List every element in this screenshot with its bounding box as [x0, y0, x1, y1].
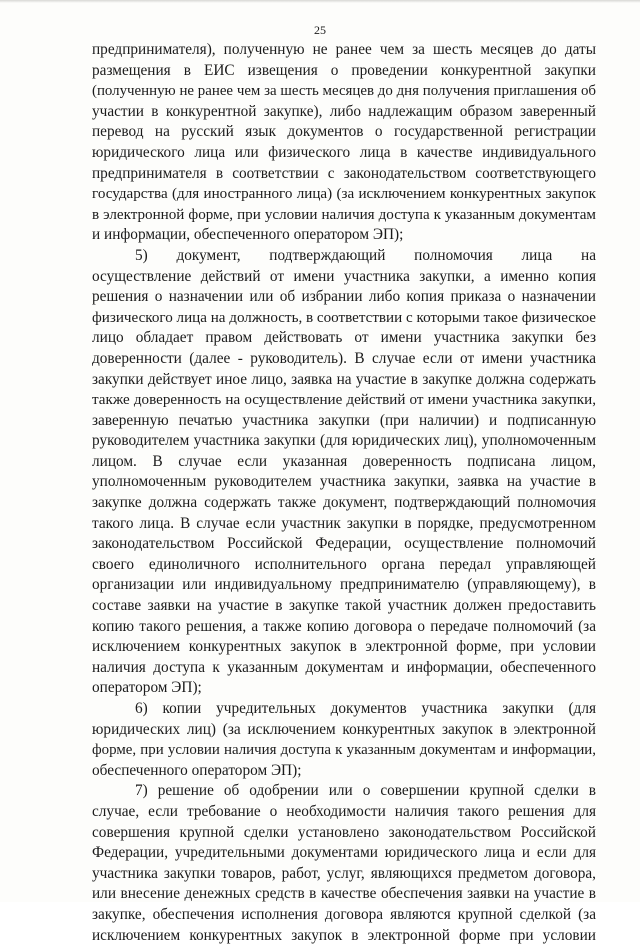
text-line: доверенности (далее - руководитель). В случае если от имени участника	[92, 349, 596, 367]
text-line: наличия доступа к указанным документам и информации, обеспеченного	[92, 658, 596, 676]
text-line: перевод на русский язык документов о государственной регистрации	[92, 123, 596, 141]
text-line: составе заявки на участие в закупке такой участник должен предоставить	[92, 597, 596, 615]
text-line: законодательством Российской Федерации, осуществление полномочий	[92, 535, 596, 553]
text-line: 6) копии учредительных документов участника закупки (для	[135, 700, 596, 717]
text-line: и информации, обеспеченного оператором ЭП);	[92, 226, 404, 244]
text-line: предпринимателя), полученную не ранее чем за шесть месяцев до даты	[92, 41, 596, 58]
text-line: решения о назначении или об избрании либо копия приказа о назначении	[92, 288, 596, 306]
text-line: оператором ЭП);	[92, 679, 202, 697]
text-line: юридических лиц) (за исключением конкурентных закупок в электронной	[92, 720, 596, 738]
text-line: в электронной форме, при условии наличия доступа к указанным документам	[92, 206, 596, 223]
text-line: размещения в ЕИС извещения о проведении конкурентной закупки	[92, 61, 596, 79]
text-line: физического лица на должность, в соответствии с которыми такое физическое	[92, 309, 596, 326]
text-line: закупки действует иное лицо, заявка на участие в закупке должна содержать	[92, 370, 596, 388]
text-line: лицом. В случае если указанная доверенность подписана лицом,	[92, 452, 596, 470]
text-line: копию такого решения, а также копию договора о передаче полномочий (за	[92, 617, 596, 635]
text-line: заверенную печатью участника закупки (при наличии) и подписанную	[92, 411, 596, 429]
text-line: (полученную не ранее чем за шесть месяцев до дня получения приглашения об	[92, 83, 596, 100]
text-line: участии в конкурентной закупке), либо надлежащим образом заверенный	[92, 102, 596, 120]
text-line: 5) документ, подтверждающий полномочия лица на	[135, 246, 596, 264]
text-line: также доверенность на осуществление действий от имени участника закупки,	[92, 392, 596, 409]
text-line: своего единоличного исполнительного органа передал управляющей	[92, 555, 596, 573]
text-line: руководителем участника закупки (для юридических лиц), уполномоченным	[92, 432, 596, 450]
text-line: закупке должна содержать также документ, подтверждающий полномочия	[92, 494, 596, 512]
text-line: уполномоченным руководителем участника закупки, заявка на участие в	[92, 473, 596, 491]
text-line: такого лица. В случае если участник закупки в порядке, предусмотренном	[92, 514, 596, 532]
text-line: форме, при условии наличия доступа к указанным документам и информации,	[92, 742, 596, 759]
text-line: закупке, обеспечения исполнения договора являются крупной сделкой (за	[92, 905, 596, 923]
text-line: государства (для иностранного лица) (за исключением конкурентных закупок	[92, 186, 596, 203]
scan-edge-shadow	[0, 0, 640, 3]
text-line: юридического лица или физического лица в качестве индивидуального	[92, 143, 596, 161]
text-line: исключением конкурентных закупок в электронной форме при условии	[92, 926, 596, 944]
text-line: организации или индивидуальному предпринимателю (управляющему), в	[92, 576, 596, 594]
text-line: осуществление действий от имени участника закупки, а именно копия	[92, 267, 596, 285]
text-line: или внесение денежных средств в качестве обеспечения заявки на участие в	[92, 885, 596, 903]
text-line: исключением конкурентных закупок в электронной форме, при условии	[92, 638, 596, 656]
page-number: 25	[314, 23, 326, 37]
text-line: обеспеченного оператором ЭП);	[92, 761, 302, 779]
text-line: Федерации, учредительными документами юридического лица и если для	[92, 844, 596, 862]
text-line: 7) решение об одобрении или о совершении крупной сделки в	[135, 782, 596, 800]
body-text	[92, 40, 596, 946]
text-line: совершения крупной сделки установлено законодательством Российской	[92, 823, 596, 841]
text-line: случае, если требование о необходимости наличия такого решения для	[92, 802, 596, 820]
text-line: предпринимателя в соответствии с законодательством соответствующего	[92, 164, 596, 182]
text-line: лицо обладает правом действовать от имени участника закупки без	[92, 329, 596, 347]
text-line: участника закупки товаров, работ, услуг, являющихся предметом договора,	[92, 864, 596, 882]
